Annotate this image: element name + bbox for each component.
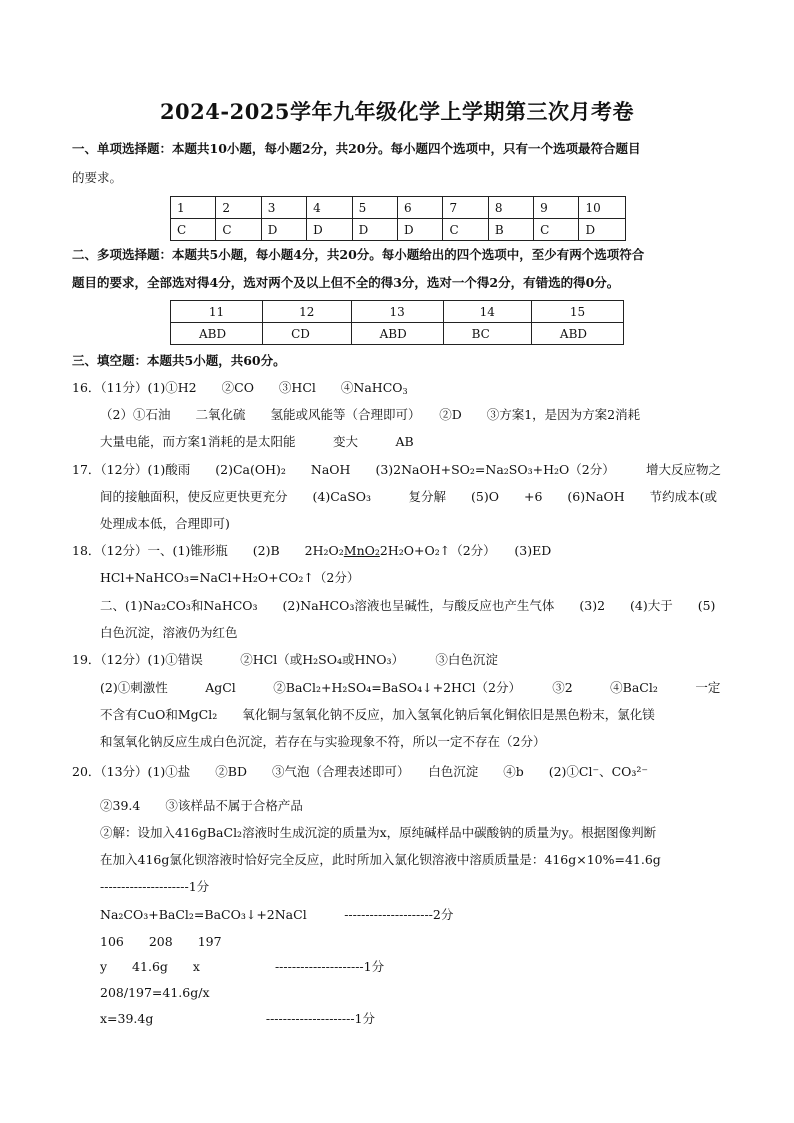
table-cell: 6 xyxy=(398,197,443,219)
section1-heading-cont: 的要求。 xyxy=(72,170,123,185)
section2-heading: 二、多项选择题：本题共5小题，每小题4分，共20分。每小题给出的四个选项中，至少有两个选项符合 xyxy=(72,247,645,262)
q18-line1 xyxy=(72,542,551,560)
table-cell: BC xyxy=(443,323,531,345)
q18-catalyst: MnO₂ xyxy=(343,543,380,558)
table-cell: D xyxy=(261,219,306,241)
section3-heading: 三、填空题：本题共5小题，共60分。 xyxy=(72,353,286,368)
q18-line1-b: 2H₂O+O₂↑（2分） (3)ED xyxy=(379,543,552,558)
table-cell: 7 xyxy=(443,197,488,219)
q18-line3: 二、(1)Na₂CO₃和NaHCO₃ (2)NaHCO₃溶液也呈碱性，与酸反应也产生气体 (3)2 (4)大于 (5) xyxy=(100,598,716,613)
q20-line1: 20．（13分）(1)①盐 ②BD ③气泡（合理表述即可） 白色沉淀 ④b (2)①Cl⁻、CO₃²⁻ xyxy=(72,764,649,779)
q18-line2: HCl+NaHCO₃=NaCl+H₂O+CO₂↑（2分） xyxy=(100,570,360,585)
table-cell: 2 xyxy=(216,197,261,219)
section2-answer-table xyxy=(170,300,624,345)
q20-line3: ②解：设加入416gBaCl₂溶液时生成沉淀的质量为x，原纯碱样品中碳酸钠的质量为y。根据图像判断 xyxy=(100,825,657,840)
table-cell: CD xyxy=(263,323,352,345)
q17-line3: 处理成本低，合理即可) xyxy=(100,516,230,531)
table-cell: D xyxy=(352,219,397,241)
table-row xyxy=(171,301,624,323)
table-cell: B xyxy=(488,219,533,241)
q20-line10: x=39.4g ---------------------1分 xyxy=(100,1011,376,1026)
table-cell: 5 xyxy=(352,197,397,219)
q17-line2: 间的接触面积，使反应更快更充分 (4)CaSO₃ 复分解 (5)O +6 (6)NaOH 节约成本(或 xyxy=(100,489,718,504)
q16-line1-b: 2 ②CO ③HCl ④NaHCO xyxy=(188,380,403,395)
q18-line1-a: 18．（12分）一、(1)锥形瓶 (2)B 2H₂O₂ xyxy=(72,543,344,558)
table-cell: ABD xyxy=(351,323,443,345)
table-cell: 14 xyxy=(443,301,531,323)
table-cell: 10 xyxy=(579,197,626,219)
section1-heading: 一、单项选择题：本题共10小题，每小题2分，共20分。每小题四个选项中，只有一个选项最符合题目 xyxy=(72,141,641,156)
q20-line5: ---------------------1分 xyxy=(100,879,210,894)
table-cell: C xyxy=(534,219,579,241)
table-cell: C xyxy=(171,219,216,241)
table-cell: 3 xyxy=(261,197,306,219)
table-cell: 1 xyxy=(171,197,216,219)
table-cell: 13 xyxy=(351,301,443,323)
table-cell: 4 xyxy=(307,197,352,219)
q16-line1 xyxy=(72,379,408,397)
q20-line8: y 41.6g x ---------------------1分 xyxy=(100,959,385,974)
table-cell: D xyxy=(307,219,352,241)
table-row xyxy=(171,323,624,345)
q20-line4: 在加入416g氯化钡溶液时恰好完全反应，此时所加入氯化钡溶液中溶质质量是：416g×10%=41.6g xyxy=(100,852,661,867)
table-row xyxy=(171,219,626,241)
table-cell: D xyxy=(398,219,443,241)
q16-line3: 大量电能，而方案1消耗的是太阳能 变大 AB xyxy=(100,434,414,449)
table-cell: 8 xyxy=(488,197,533,219)
section2-heading-cont: 题目的要求，全部选对得4分，选对两个及以上但不全的得3分，选对一个得2分，有错选的得0分。 xyxy=(72,275,620,290)
q20-line9: 208/197=41.6g/x xyxy=(100,985,210,1000)
page-title: 2024-2025学年九年级化学上学期第三次月考卷 xyxy=(159,99,635,124)
q18-line4: 白色沉淀，溶液仍为红色 xyxy=(100,625,238,640)
q20-line6: Na₂CO₃+BaCl₂=BaCO₃↓+2NaCl ---------------------2分 xyxy=(100,907,454,922)
q19-line2: (2)①刺激性 AgCl ②BaCl₂+H₂SO₄=BaSO₄↓+2HCl（2分） ③2 ④BaCl₂ 一定 xyxy=(100,680,721,695)
table-cell: ABD xyxy=(531,323,623,345)
q16-line2: （2）①石油 二氧化硫 氢能或风能等（合理即可） ②D ③方案1，是因为方案2消耗 xyxy=(100,407,641,422)
table-cell: ABD xyxy=(171,323,263,345)
table-cell: 12 xyxy=(263,301,352,323)
q20-line2: ②39.4 ③该样品不属于合格产品 xyxy=(100,798,303,813)
table-cell: D xyxy=(579,219,626,241)
table-cell: 15 xyxy=(531,301,623,323)
q17-line1: 17．（12分）(1)酸雨 (2)Ca(OH)₂ NaOH (3)2NaOH+SO₂=Na₂SO₃+H₂O（2分） 增大反应物之 xyxy=(72,462,721,477)
section1-answer-table xyxy=(170,196,626,241)
table-cell: C xyxy=(216,219,261,241)
q16-line1-a: 16．（11分）(1)①H xyxy=(72,380,189,395)
q19-line3: 不含有CuO和MgCl₂ 氧化铜与氢氧化钠不反应，加入氢氧化钠后氧化铜依旧是黑色粉末，氯化镁 xyxy=(100,707,655,722)
q19-line4: 和氢氧化钠反应生成白色沉淀，若存在与实验现象不符，所以一定不存在（2分） xyxy=(100,734,546,749)
table-cell: C xyxy=(443,219,488,241)
q20-line7: 106 208 197 xyxy=(100,934,222,949)
table-cell: 9 xyxy=(534,197,579,219)
table-row xyxy=(171,197,626,219)
table-cell: 11 xyxy=(171,301,263,323)
q19-line1: 19．（12分）(1)①错误 ②HCl（或H₂SO₄或HNO₃） ③白色沉淀 xyxy=(72,652,498,667)
q16-line1-c: 3 xyxy=(402,387,408,396)
